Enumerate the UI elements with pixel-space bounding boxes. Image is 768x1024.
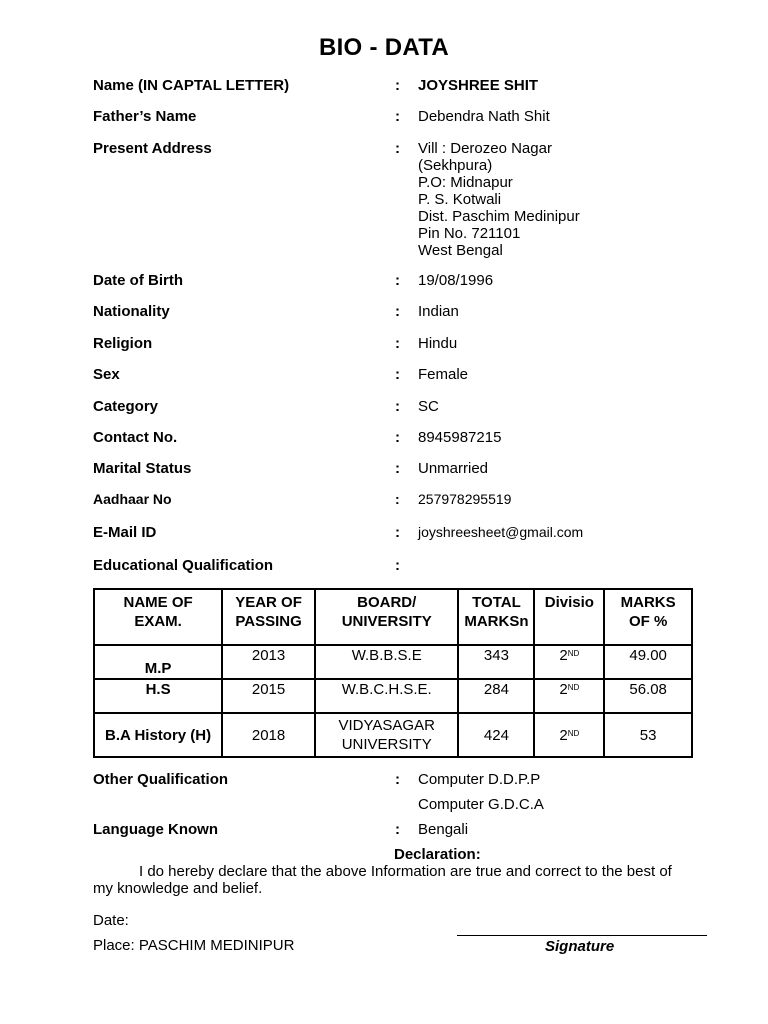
field-value: Computer G.D.C.A (418, 796, 544, 813)
table-header-row (94, 589, 692, 645)
field-value: JOYSHREE SHIT (418, 77, 539, 94)
field-label: Religion (93, 335, 153, 352)
place-label: Place: PASCHIM MEDINIPUR (93, 937, 295, 954)
field-colon: : (395, 272, 400, 289)
cell-exam: B.A History (H) (94, 713, 222, 757)
field-value: Bengali (418, 821, 469, 838)
field-value: Hindu (418, 335, 458, 352)
cell-board: W.B.B.S.E (315, 645, 459, 679)
table-row (94, 713, 692, 757)
cell-division: 2ND (534, 679, 604, 713)
declaration-text: I do hereby declare that the above Information are true and correct to the best of my knowledge and belief. (93, 863, 672, 897)
declaration-heading: Declaration: (394, 846, 481, 863)
field-value: 8945987215 (418, 429, 502, 446)
field-label: Category (93, 398, 159, 415)
cell-year: 2013 (222, 645, 315, 679)
field-label: Language Known (93, 821, 218, 838)
field-value: Debendra Nath Shit (418, 108, 550, 125)
address-line: Dist. Paschim Medinipur (418, 208, 580, 225)
cell-board: W.B.C.H.S.E. (315, 679, 459, 713)
address-line: Vill : Derozeo Nagar (418, 140, 552, 157)
signature-line (457, 935, 707, 936)
cell-total: 343 (458, 645, 534, 679)
header-total: TOTAL MARKSn (458, 589, 534, 645)
field-label: Contact No. (93, 429, 178, 446)
header-exam: NAME OF EXAM. (94, 589, 222, 645)
address-line: P. S. Kotwali (418, 191, 502, 208)
field-colon: : (395, 108, 400, 125)
address-line: P.O: Midnapur (418, 174, 513, 191)
cell-year: 2018 (222, 713, 315, 757)
field-value: 19/08/1996 (418, 272, 494, 289)
field-value: Female (418, 366, 469, 383)
address-line: (Sekhpura) (418, 157, 493, 174)
field-label: Aadhaar No (93, 491, 172, 507)
field-value: Unmarried (418, 460, 489, 477)
cell-exam: H.S (94, 679, 222, 713)
education-table (93, 588, 693, 758)
field-colon: : (395, 429, 400, 446)
cell-marks: 56.08 (604, 679, 692, 713)
field-label: Other Qualification (93, 771, 229, 788)
field-colon: : (395, 771, 400, 788)
cell-marks: 53 (604, 713, 692, 757)
cell-board: VIDYASAGAR UNIVERSITY (315, 713, 459, 757)
field-label: Sex (93, 366, 120, 383)
address-block (418, 140, 580, 259)
field-colon: : (395, 398, 400, 415)
cell-exam: M.P (94, 645, 222, 679)
cell-total: 424 (458, 713, 534, 757)
field-value: SC (418, 398, 439, 415)
field-colon: : (395, 557, 400, 574)
field-label: Educational Qualification (93, 557, 274, 574)
field-value: 257978295519 (418, 491, 512, 507)
signature-label: Signature (545, 938, 615, 955)
cell-division: 2ND (534, 713, 604, 757)
field-colon: : (395, 460, 400, 477)
field-label: Marital Status (93, 460, 192, 477)
field-colon: : (395, 491, 400, 507)
field-colon: : (395, 821, 400, 838)
field-colon: : (395, 335, 400, 352)
field-label: E-Mail ID (93, 524, 157, 541)
field-label: Present Address (93, 140, 212, 157)
cell-marks: 49.00 (604, 645, 692, 679)
address-line: Pin No. 721101 (418, 225, 521, 242)
field-label: Father’s Name (93, 108, 197, 125)
date-label: Date: (93, 912, 129, 929)
cell-division: 2ND (534, 645, 604, 679)
field-colon: : (395, 77, 400, 94)
header-division: Divisio (534, 589, 604, 645)
cell-total: 284 (458, 679, 534, 713)
field-label: Name (IN CAPTAL LETTER) (93, 77, 290, 94)
header-board: BOARD/ UNIVERSITY (315, 589, 459, 645)
field-colon: : (395, 366, 400, 383)
header-marks: MARKS OF % (604, 589, 692, 645)
field-colon: : (395, 140, 400, 157)
address-line: West Bengal (418, 242, 503, 259)
header-year: YEAR OF PASSING (222, 589, 315, 645)
field-colon: : (395, 524, 400, 541)
cell-year: 2015 (222, 679, 315, 713)
field-colon: : (395, 303, 400, 320)
page-title: BIO - DATA (318, 34, 450, 61)
table-row (94, 679, 692, 713)
table-row (94, 645, 692, 679)
field-label: Date of Birth (93, 272, 183, 289)
field-value: Computer D.D.P.P (418, 771, 541, 788)
field-value: joyshreesheet@gmail.com (418, 524, 584, 540)
field-value: Indian (418, 303, 459, 320)
field-label: Nationality (93, 303, 170, 320)
